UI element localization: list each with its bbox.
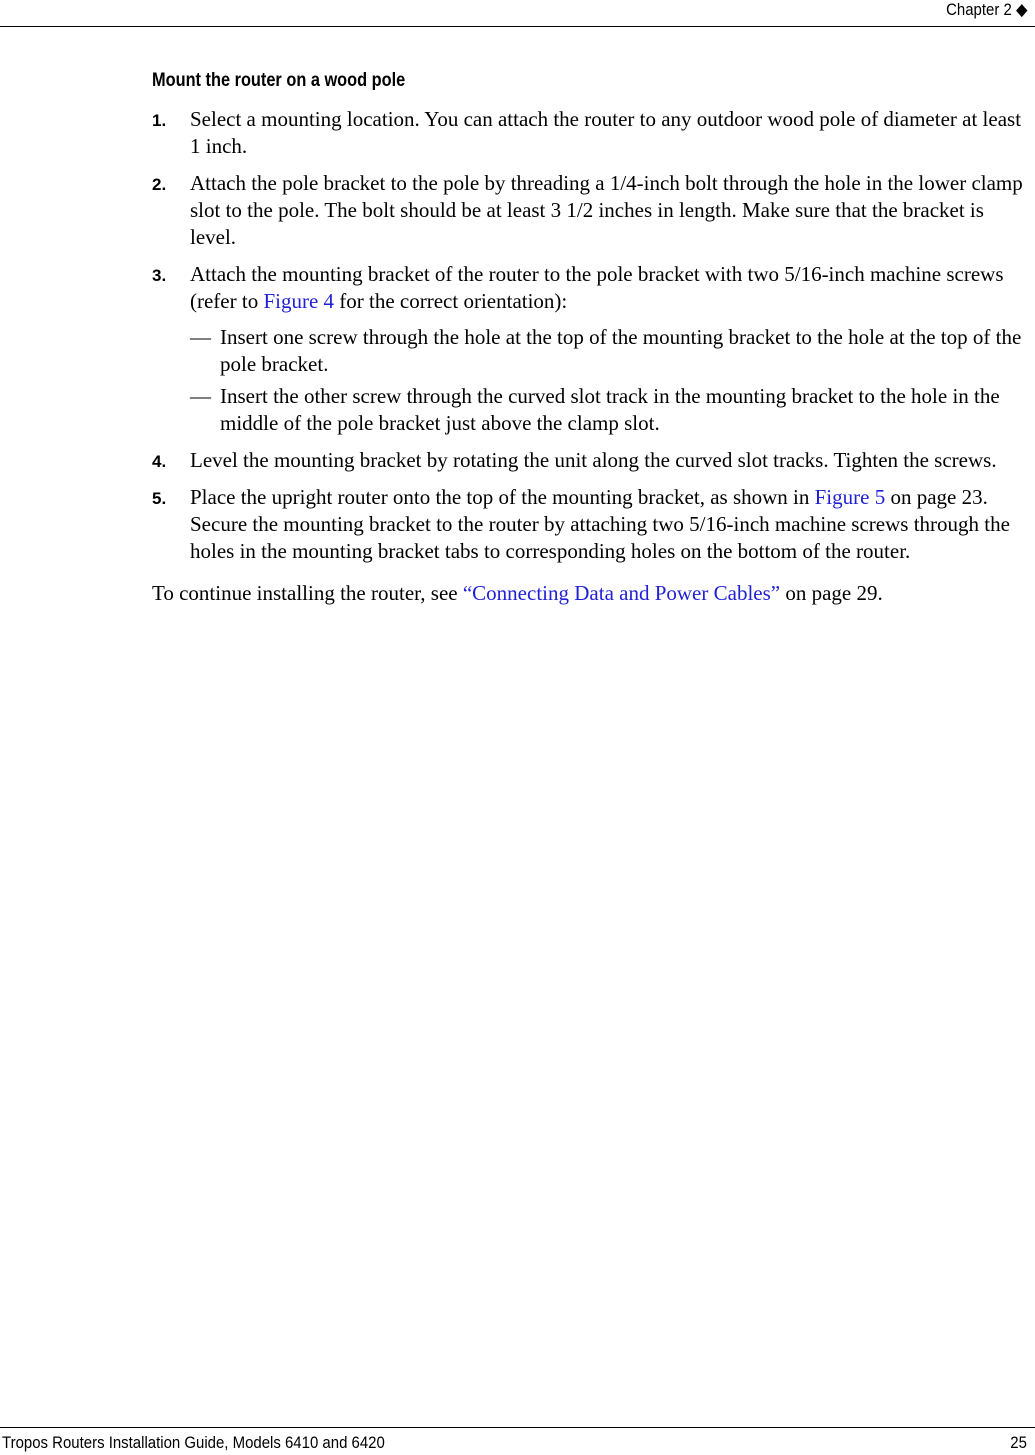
step-text: on page 23. Secure the mounting bracket to the router by attaching two 5/16-inch machine screws through the holes in the mounting bracket tabs to corresponding holes on the bottom of the router.	[190, 485, 1010, 563]
chapter-label: Chapter 2 ◆	[945, 0, 1027, 19]
substep-text: Insert the other screw through the curved slot track in the mounting bracket to the hole in the middle of the pole bracket just above the clamp slot.	[220, 384, 1000, 435]
em-dash: —	[190, 325, 211, 349]
closing-text: on page 29.	[780, 581, 883, 605]
connecting-cables-link[interactable]: “Connecting Data and Power Cables”	[462, 581, 781, 605]
step-3	[152, 261, 1030, 437]
page-content	[152, 70, 1030, 628]
step-text: Attach the mounting bracket of the router to the pole bracket with two 5/16-inch machine screws (refer to	[190, 262, 1004, 313]
step-1	[152, 106, 1030, 160]
figure-5-link[interactable]: Figure 5	[814, 485, 886, 509]
step-number: 2.	[152, 175, 167, 194]
substep-text: Insert one screw through the hole at the top of the mounting bracket to the hole at the top of the pole bracket.	[220, 325, 1022, 376]
step-5	[152, 484, 1030, 565]
step-2	[152, 170, 1030, 251]
substeps-list	[190, 324, 1030, 437]
step-number: 5.	[152, 489, 167, 508]
step-number: 1.	[152, 111, 167, 130]
step-text: Level the mounting bracket by rotating the unit along the curved slot tracks. Tighten the screws.	[190, 448, 997, 472]
step-number: 3.	[152, 266, 167, 285]
step-4	[152, 447, 1030, 474]
page-header	[0, 0, 1035, 27]
document-title: Tropos Routers Installation Guide, Models 6410 and 6420	[2, 1433, 385, 1452]
em-dash: —	[190, 384, 211, 408]
substep-1	[190, 324, 1030, 378]
step-text: Place the upright router onto the top of the mounting bracket, as shown in	[190, 485, 815, 509]
steps-list	[152, 106, 1030, 565]
step-text: Attach the pole bracket to the pole by threading a 1/4-inch bolt through the hole in the lower clamp slot to the pole. The bolt should be at least 3 1/2 inches in length. Make sure that the bracket is level.	[190, 171, 1023, 249]
page-footer	[0, 1427, 1035, 1455]
step-number: 4.	[152, 452, 167, 471]
section-heading: Mount the router on a wood pole	[152, 70, 406, 91]
page-number: 25	[1010, 1433, 1027, 1452]
step-text: Select a mounting location. You can attach the router to any outdoor wood pole of diameter at least 1 inch.	[190, 107, 1022, 158]
step-text: for the correct orientation):	[334, 289, 568, 313]
substep-2	[190, 383, 1030, 437]
figure-4-link[interactable]: Figure 4	[263, 289, 335, 313]
closing-paragraph	[152, 580, 1030, 607]
closing-text: To continue installing the router, see	[152, 581, 463, 605]
